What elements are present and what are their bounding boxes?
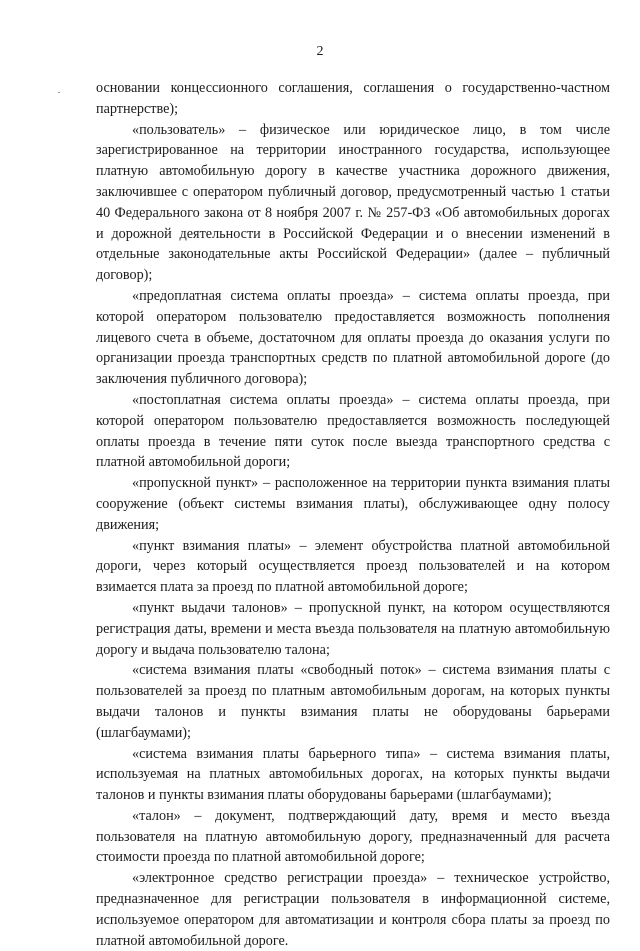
definition-toll-point: «пункт взимания платы» – элемент обустройства платной автомобильной дороги, через который осуществляется проезд пользователей и на котором взимается плата за проезд по платной автомобильной дороге; — [96, 537, 610, 596]
definition-checkpoint: «пропускной пункт» – расположенное на территории пункта взимания платы сооружение (объект системы взимания платы), обслуживающее одну полосу движения; — [96, 475, 610, 533]
document-body — [96, 78, 610, 951]
definition-ticket-point: «пункт выдачи талонов» – пропускной пункт, на котором осуществляются регистрация даты, времени и места въезда пользователя на платную автомобильную дорогу и выдача пользователю талона; — [96, 599, 610, 658]
definition-barrier-system: «система взимания платы барьерного типа» – система взимания платы, используемая на платных автомобильных дорогах, на которых пункты выдачи талонов и пункты взимания платы оборудованы барьерами (шлагбаумами); — [96, 745, 610, 804]
definition-ticket: «талон» – документ, подтверждающий дату, время и место въезда пользователя на платную автомобильную дорогу, предназначенный для расчета стоимости проезда по платной автомобильной дороге; — [96, 807, 610, 866]
definition-free-flow: «система взимания платы «свободный поток» – система взимания платы с пользователей за проезд по платным автомобильным дорогам, на которых пункты выдачи талонов и пункты взимания платы не оборудованы барьерами (шлагбаумами); — [96, 662, 610, 741]
paragraph-continuation: основании концессионного соглашения, соглашения о государственно-частном партнерстве); — [96, 80, 610, 117]
definition-electronic-device: «электронное средство регистрации проезда» – техническое устройство, предназначенное для регистрации пользователя в информационной системе, используемое оператором для автоматизации и контроля сбора платы за проезд по платной автомобильной дороге. — [96, 870, 610, 949]
definition-prepaid-system: «предоплатная система оплаты проезда» – система оплаты проезда, при которой оператором пользователю предоставляется возможность пополнения лицевого счета в объеме, достаточном для оплаты проезда до оказания услуги по организации проезда транспортных средств по платной автомобильной дороге (до заключения публичного договора); — [96, 287, 610, 388]
scan-mark — [58, 92, 60, 93]
definition-user: «пользователь» – физическое или юридическое лицо, в том числе зарегистрированное на территории иностранного государства, использующее платную автомобильную дорогу в качестве участника дорожного движения, заключившее с оператором публичный договор, предусмотренный частью 1 статьи 40 Федерального закона от 8 ноября 2007 г. № 257-ФЗ «Об автомобильных дорогах и дорожной деятельности в Российской Федерации и о внесении изменений в отдельные законодательные акты Российской Федерации» (далее – публичный договор); — [96, 121, 610, 284]
page-number: 2 — [316, 44, 324, 59]
definition-postpaid-system: «постоплатная система оплаты проезда» – система оплаты проезда, при которой оператором пользователю предоставляется возможность последующей оплаты проезда в течение пяти суток после выезда транспортного средства с платной автомобильной дороги; — [96, 391, 610, 471]
